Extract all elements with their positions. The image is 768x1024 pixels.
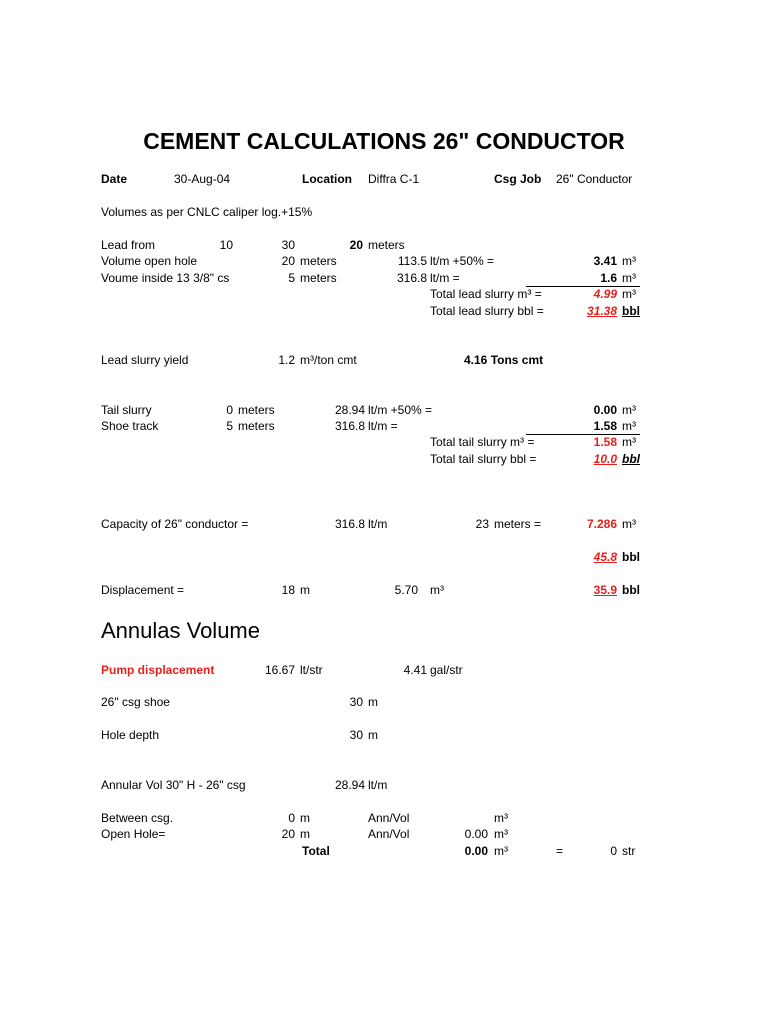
tail-total-bbl-label: Total tail slurry bbl =: [430, 452, 537, 466]
csg-job-label: Csg Job: [494, 172, 542, 186]
displacement-length: 18: [281, 583, 295, 597]
lead-total-bbl: 31.38: [586, 304, 617, 318]
pump-gal-unit: gal/str: [430, 663, 463, 677]
annulus-total-m3: m³: [494, 844, 508, 858]
between-csg-m3: m³: [494, 811, 508, 825]
capacity-bbl: 45.8: [593, 550, 617, 564]
csg-shoe-label: 26" csg shoe: [101, 695, 170, 709]
shoe-track-length: 5: [226, 419, 233, 433]
displacement-volume: 5.70: [394, 583, 418, 597]
annular-vol-unit: lt/m: [368, 778, 388, 792]
annulus-total-volume: 0.00: [464, 844, 488, 858]
tail-slurry-capacity: 28.94: [334, 403, 365, 417]
open-hole-volume: 3.41: [593, 254, 617, 268]
shoe-track-capacity: 316.8: [334, 419, 365, 433]
tail-total-bbl: 10.0: [593, 452, 617, 466]
date-value: 30-Aug-04: [174, 172, 231, 186]
between-csg-annvol: Ann/Vol: [368, 811, 410, 825]
open-hole-unit: meters: [300, 254, 337, 268]
lead-total-bbl-unit: bbl: [622, 304, 640, 318]
displacement-label: Displacement =: [101, 583, 185, 597]
inside-casing-capacity: 316.8: [396, 271, 427, 285]
hole-depth-value: 30: [349, 728, 363, 742]
displacement-bbl-unit: bbl: [622, 583, 640, 597]
page-title: CEMENT CALCULATIONS 26" CONDUCTOR: [143, 128, 625, 154]
capacity-volume-unit: m³: [622, 517, 636, 531]
displacement-bbl: 35.9: [593, 583, 617, 597]
open-hole-ann-label: Open Hole=: [101, 827, 166, 841]
tail-slurry-formula: lt/m +50% =: [368, 403, 433, 417]
tail-slurry-volume-unit: m³: [622, 403, 636, 417]
lead-total-m3-unit: m³: [622, 287, 636, 301]
caliper-note: Volumes as per CNLC caliper log.+15%: [101, 205, 313, 219]
tail-slurry-unit: meters: [238, 403, 275, 417]
inside-casing-label: Voume inside 13 3/8" cs: [101, 271, 230, 285]
lead-from-b: 30: [281, 238, 295, 252]
annulus-heading: Annulas Volume: [101, 618, 260, 643]
capacity-length: 23: [475, 517, 489, 531]
open-hole-length: 20: [281, 254, 295, 268]
open-hole-ann-length: 20: [281, 827, 295, 841]
capacity-value: 316.8: [334, 517, 365, 531]
inside-casing-unit: meters: [300, 271, 337, 285]
open-hole-ann-m3: m³: [494, 827, 508, 841]
pump-gal-per-stroke: 4.41: [403, 663, 427, 677]
location-value: Diffra C-1: [368, 172, 420, 186]
tail-total-m3-unit: m³: [622, 435, 636, 449]
lead-from-total: 20: [349, 238, 363, 252]
shoe-track-volume-unit: m³: [622, 419, 636, 433]
annular-vol-value: 28.94: [334, 778, 365, 792]
csg-shoe-value: 30: [349, 695, 363, 709]
hole-depth-unit: m: [368, 728, 378, 742]
annulus-total-label: Total: [302, 844, 330, 858]
annulus-equals: =: [556, 844, 564, 858]
capacity-bbl-unit: bbl: [622, 550, 640, 564]
capacity-unit: lt/m: [368, 517, 388, 531]
location-label: Location: [302, 172, 352, 186]
lead-from-a: 10: [219, 238, 233, 252]
lead-total-m3: 4.99: [593, 287, 617, 301]
capacity-label: Capacity of 26" conductor =: [101, 517, 249, 531]
csg-shoe-unit: m: [368, 695, 378, 709]
annulus-strokes-unit: str: [622, 844, 636, 858]
yield-value: 1.2: [278, 353, 295, 367]
lead-total-bbl-label: Total lead slurry bbl =: [430, 304, 544, 318]
between-csg-unit: m: [300, 811, 310, 825]
tail-slurry-volume: 0.00: [593, 403, 617, 417]
inside-casing-volume-unit: m³: [622, 271, 636, 285]
shoe-track-formula: lt/m =: [368, 419, 398, 433]
tail-slurry-length: 0: [226, 403, 233, 417]
inside-casing-length: 5: [288, 271, 295, 285]
open-hole-ann-annvol: Ann/Vol: [368, 827, 410, 841]
pump-displacement-label: Pump displacement: [101, 663, 215, 677]
pump-lt-unit: lt/str: [300, 663, 323, 677]
lead-from-label: Lead from: [101, 238, 156, 252]
open-hole-label: Volume open hole: [101, 254, 198, 268]
between-csg-label: Between csg.: [101, 811, 174, 825]
annulus-strokes: 0: [610, 844, 617, 858]
hole-depth-label: Hole depth: [101, 728, 160, 742]
shoe-track-label: Shoe track: [101, 419, 159, 433]
date-label: Date: [101, 172, 128, 186]
pump-lt-per-stroke: 16.67: [264, 663, 295, 677]
displacement-volume-unit: m³: [430, 583, 444, 597]
tail-total-m3-label: Total tail slurry m³ =: [430, 435, 535, 449]
csg-job-value: 26" Conductor: [556, 172, 633, 186]
shoe-track-unit: meters: [238, 419, 275, 433]
open-hole-ann-volume: 0.00: [464, 827, 488, 841]
open-hole-formula: lt/m +50% =: [430, 254, 495, 268]
inside-casing-formula: lt/m =: [430, 271, 460, 285]
displacement-length-unit: m: [300, 583, 310, 597]
yield-unit: m³/ton cmt: [300, 353, 357, 367]
inside-casing-volume: 1.6: [600, 271, 617, 285]
tail-total-bbl-unit: bbl: [622, 452, 640, 466]
tail-slurry-label: Tail slurry: [101, 403, 152, 417]
shoe-track-volume: 1.58: [593, 419, 617, 433]
open-hole-capacity: 113.5: [397, 254, 427, 268]
lead-total-m3-label: Total lead slurry m³ =: [430, 287, 542, 301]
yield-label: Lead slurry yield: [101, 353, 189, 367]
open-hole-ann-unit: m: [300, 827, 310, 841]
open-hole-volume-unit: m³: [622, 254, 636, 268]
yield-tons: 4.16 Tons cmt: [464, 353, 544, 367]
between-csg-length: 0: [288, 811, 295, 825]
annular-vol-label: Annular Vol 30" H - 26" csg: [101, 778, 246, 792]
tail-total-m3: 1.58: [593, 435, 617, 449]
capacity-volume: 7.286: [586, 517, 617, 531]
lead-from-unit: meters: [368, 238, 405, 252]
capacity-length-formula: meters =: [494, 517, 542, 531]
